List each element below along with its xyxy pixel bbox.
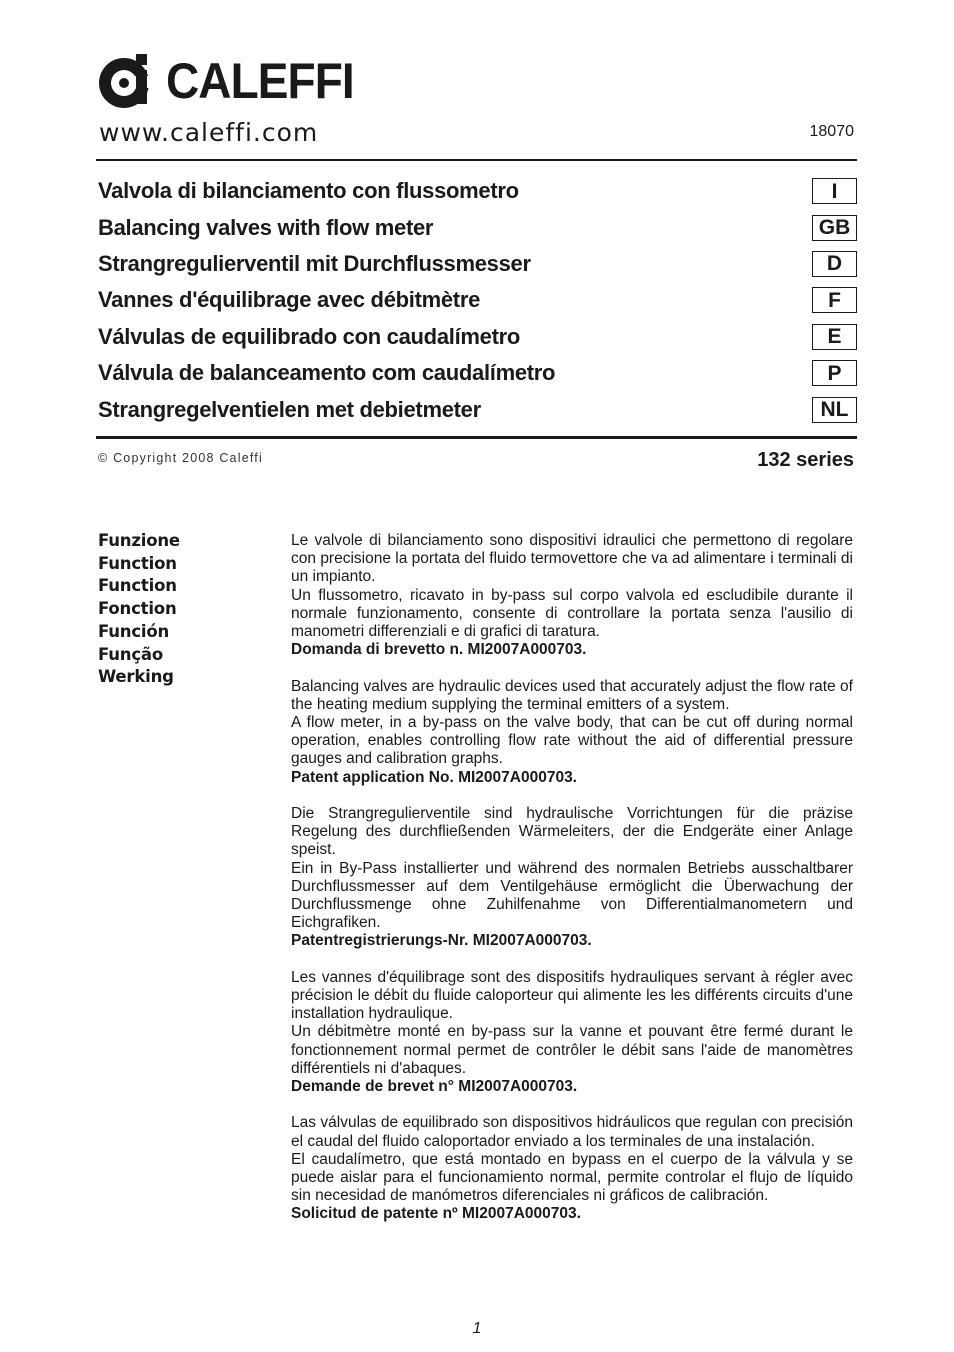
title-row — [98, 282, 857, 318]
title-row — [98, 209, 857, 245]
website-url: www.caleffi.com — [99, 118, 319, 147]
section-french — [291, 969, 853, 1096]
patent-reference: Demande de brevet n° MI2007A000703. — [291, 1078, 578, 1096]
brand-name: CALEFFI — [166, 53, 354, 109]
title-row — [98, 246, 857, 282]
title-text: Válvulas de equilibrado con caudalímetro — [98, 323, 521, 349]
document-code: 18070 — [809, 123, 854, 140]
section-spanish — [291, 1114, 853, 1223]
patent-reference: Domanda di brevetto n. MI2007A000703. — [291, 641, 587, 659]
title-list — [98, 173, 857, 428]
patent-reference: Patentregistrierungs-Nr. MI2007A000703. — [291, 932, 592, 950]
function-description — [291, 532, 853, 1242]
function-label: Função — [98, 644, 163, 664]
function-label: Funzione — [98, 531, 180, 550]
language-code-box: P — [812, 360, 857, 386]
section-paragraph: Le valvole di bilanciamento sono dispositivi idraulici che permettono di regolare con precisione la portata del fluido termovettore che va ad alimentare i terminali di un impianto. — [291, 532, 853, 586]
title-row — [98, 355, 857, 391]
title-text: Válvula de balanceamento com caudalímetro — [98, 360, 556, 386]
caleffi-logo-icon — [96, 52, 158, 110]
language-code-box: I — [812, 178, 857, 204]
function-label: Werking — [98, 667, 174, 687]
copyright-notice: © Copyright 2008 Caleffi — [98, 451, 263, 465]
title-row — [98, 391, 857, 427]
language-code-box: D — [812, 251, 857, 277]
header-divider — [96, 159, 857, 161]
section-german — [291, 805, 853, 951]
title-text: Vannes d'équilibrage avec débitmètre — [98, 287, 481, 313]
section-paragraph: Les vannes d'équilibrage sont des dispositifs hydrauliques servant à régler avec précision le débit du fluide caloporteur qui alimente les les différents circuits d'une installation hydraulique. — [291, 968, 853, 1023]
title-text: Strangregelventielen met debietmeter — [98, 396, 481, 422]
section-paragraph: El caudalímetro, que está montado en bypass en el cuerpo de la válvula y se puede aislar para el funcionamiento normal, permite controlar el flujo de líquido sin necesidad de manómetros diferenciales ni gráficos de calibración. — [291, 1150, 853, 1205]
section-paragraph: Die Strangregulierventile sind hydraulische Vorrichtungen für die präzise Regelung des durchfließenden Wärmeleiters, der die Endgeräte einer Anlage speist. — [291, 805, 853, 859]
caleffi-logo — [96, 52, 370, 110]
patent-reference: Solicitud de patente nº MI2007A000703. — [291, 1205, 581, 1223]
function-labels — [98, 530, 180, 689]
section-paragraph: Balancing valves are hydraulic devices used that accurately adjust the flow rate of the heating medium supplying the terminal emitters of a system. — [291, 677, 853, 713]
section-paragraph: Ein in By-Pass installierter und während des normalen Betriebs ausschaltbarer Durchflussmesser auf dem Ventilgehäuse ermöglicht die Überwachung der Durchflussmenge ohne Zuhilfenahme von Differentialmanometern und Eichgrafiken. — [291, 859, 853, 932]
patent-reference: Patent application No. MI2007A000703. — [291, 768, 577, 786]
page-number: 1 — [472, 1320, 482, 1337]
title-divider — [96, 436, 857, 439]
language-code-box: F — [812, 287, 857, 313]
series-label: 132 series — [757, 449, 854, 471]
function-label: Función — [98, 621, 170, 641]
function-label: Function — [98, 553, 177, 573]
section-paragraph: Un débitmètre monté en by-pass sur la vanne et pouvant être fermé durant le fonctionnement normal permet de contrôler le débit sans l'aide de manomètres différentiels ni d'abaques. — [291, 1023, 853, 1077]
function-label: Function — [98, 576, 177, 596]
section-paragraph: Un flussometro, ricavato in by-pass sul corpo valvola ed escludibile durante il normale funzionamento, consente di controllare la portata senza l'ausilio di manometri differenziali e di grafici di taratura. — [291, 586, 853, 641]
title-row — [98, 173, 857, 209]
title-text: Valvola di bilanciamento con flussometro — [98, 178, 519, 204]
section-paragraph: A flow meter, in a by-pass on the valve body, that can be cut off during normal operation, enables controlling flow rate without the aid of differential pressure gauges and calibration graphs. — [291, 714, 853, 768]
language-code-box: GB — [812, 215, 857, 241]
function-label: Fonction — [98, 599, 177, 619]
title-text: Strangregulierventil mit Durchflussmesser — [98, 250, 531, 276]
section-paragraph: Las válvulas de equilibrado son dispositivos hidráulicos que regulan con precisión el caudal del fluido caloportador enviado a los terminales de una instalación. — [291, 1114, 853, 1150]
section-english — [291, 678, 853, 787]
language-code-box: E — [812, 324, 857, 350]
section-italian — [291, 532, 853, 659]
title-row — [98, 319, 857, 355]
title-text: Balancing valves with flow meter — [98, 214, 434, 240]
language-code-box: NL — [812, 397, 857, 423]
